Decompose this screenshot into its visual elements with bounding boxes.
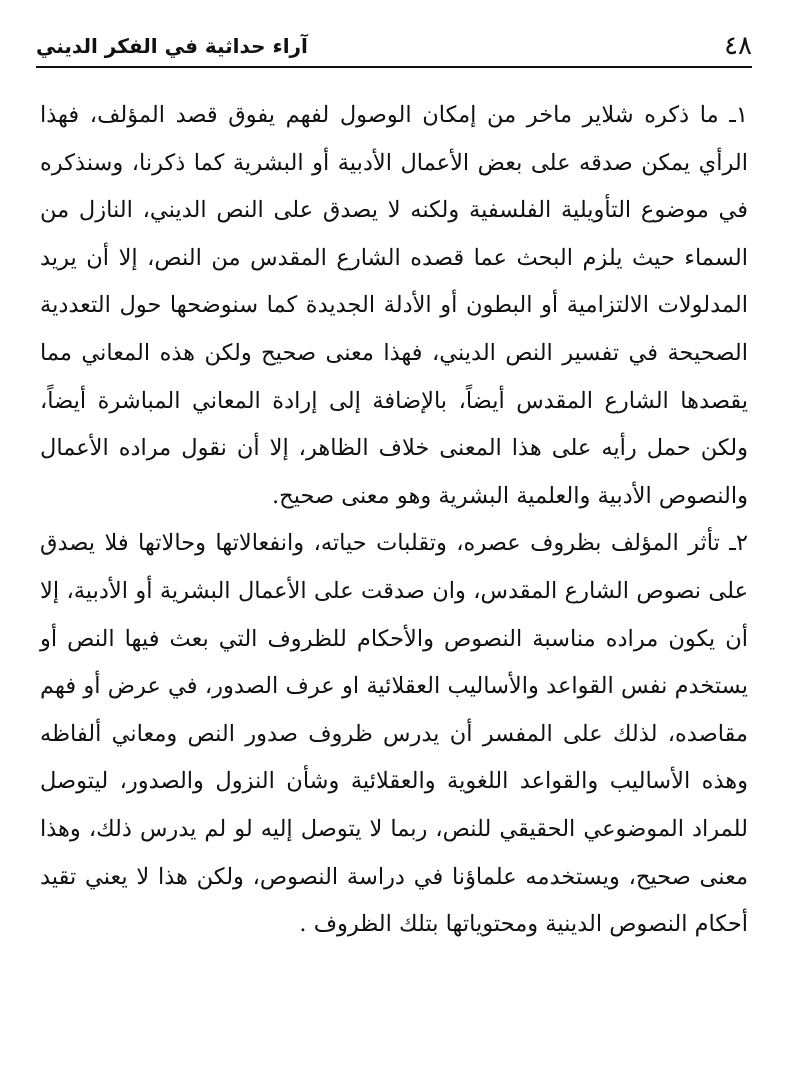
page-number: ٤٨: [724, 31, 752, 61]
paragraph-1: ١ـ ما ذكره شلاير ماخر من إمكان الوصول لفهم يفوق قصد المؤلف، فهذا الرأي يمكن صدقه على بعض الأعمال الأدبية أو البشرية كما ذكرنا، وسنذكره في موضوع التأويلية الفلسفية ولكنه لا يصدق على النص الديني، النازل من السماء حيث يلزم البحث عما قصده الشارع المقدس من النص، إلا أن يريد المدلولات الالتزامية أو البطون أو الأدلة الجديدة كما سنوضحها حول التعددية الصحيحة في تفسير النص الديني، فهذا معنى صحيح ولكن هذه المعاني مما يقصدها الشارع المقدس أيضاً، بالإضافة إلى إرادة المعاني المباشرة أيضاً، ولكن حمل رأيه على هذا المعنى خلاف الظاهر، إلا أن نقول مراده الأعمال والنصوص الأدبية والعلمية البشرية وهو معنى صحيح.: [40, 102, 748, 509]
body-text: [40, 92, 748, 949]
paragraph-2: ٢ـ تأثر المؤلف بظروف عصره، وتقلبات حياته، وانفعالاتها وحالاتها فلا يصدق على نصوص الشارع المقدس، وان صدقت على الأعمال البشرية أو الأدبية، إلا أن يكون مراده مناسبة النصوص والأحكام للظروف التي بعث فيها النص أو يستخدم نفس القواعد والأساليب العقلائية او عرف الصدور، في عرض أو فهم مقاصده، لذلك على المفسر أن يدرس ظروف صدور النص ومعاني ألفاظه وهذه الأساليب والقواعد اللغوية والعقلائية وشأن النزول والصدور، ليتوصل للمراد الموضوعي الحقيقي للنص، ربما لا يتوصل إليه لو لم يدرس ذلك، وهذا معنى صحيح، ويستخدمه علماؤنا في دراسة النصوص، ولكن هذا لا يعني تقيد أحكام النصوص الدينية ومحتوياتها بتلك الظروف .: [40, 530, 748, 938]
running-title: آراء حداثية في الفكر الديني: [36, 34, 308, 58]
page-header: [36, 26, 752, 68]
